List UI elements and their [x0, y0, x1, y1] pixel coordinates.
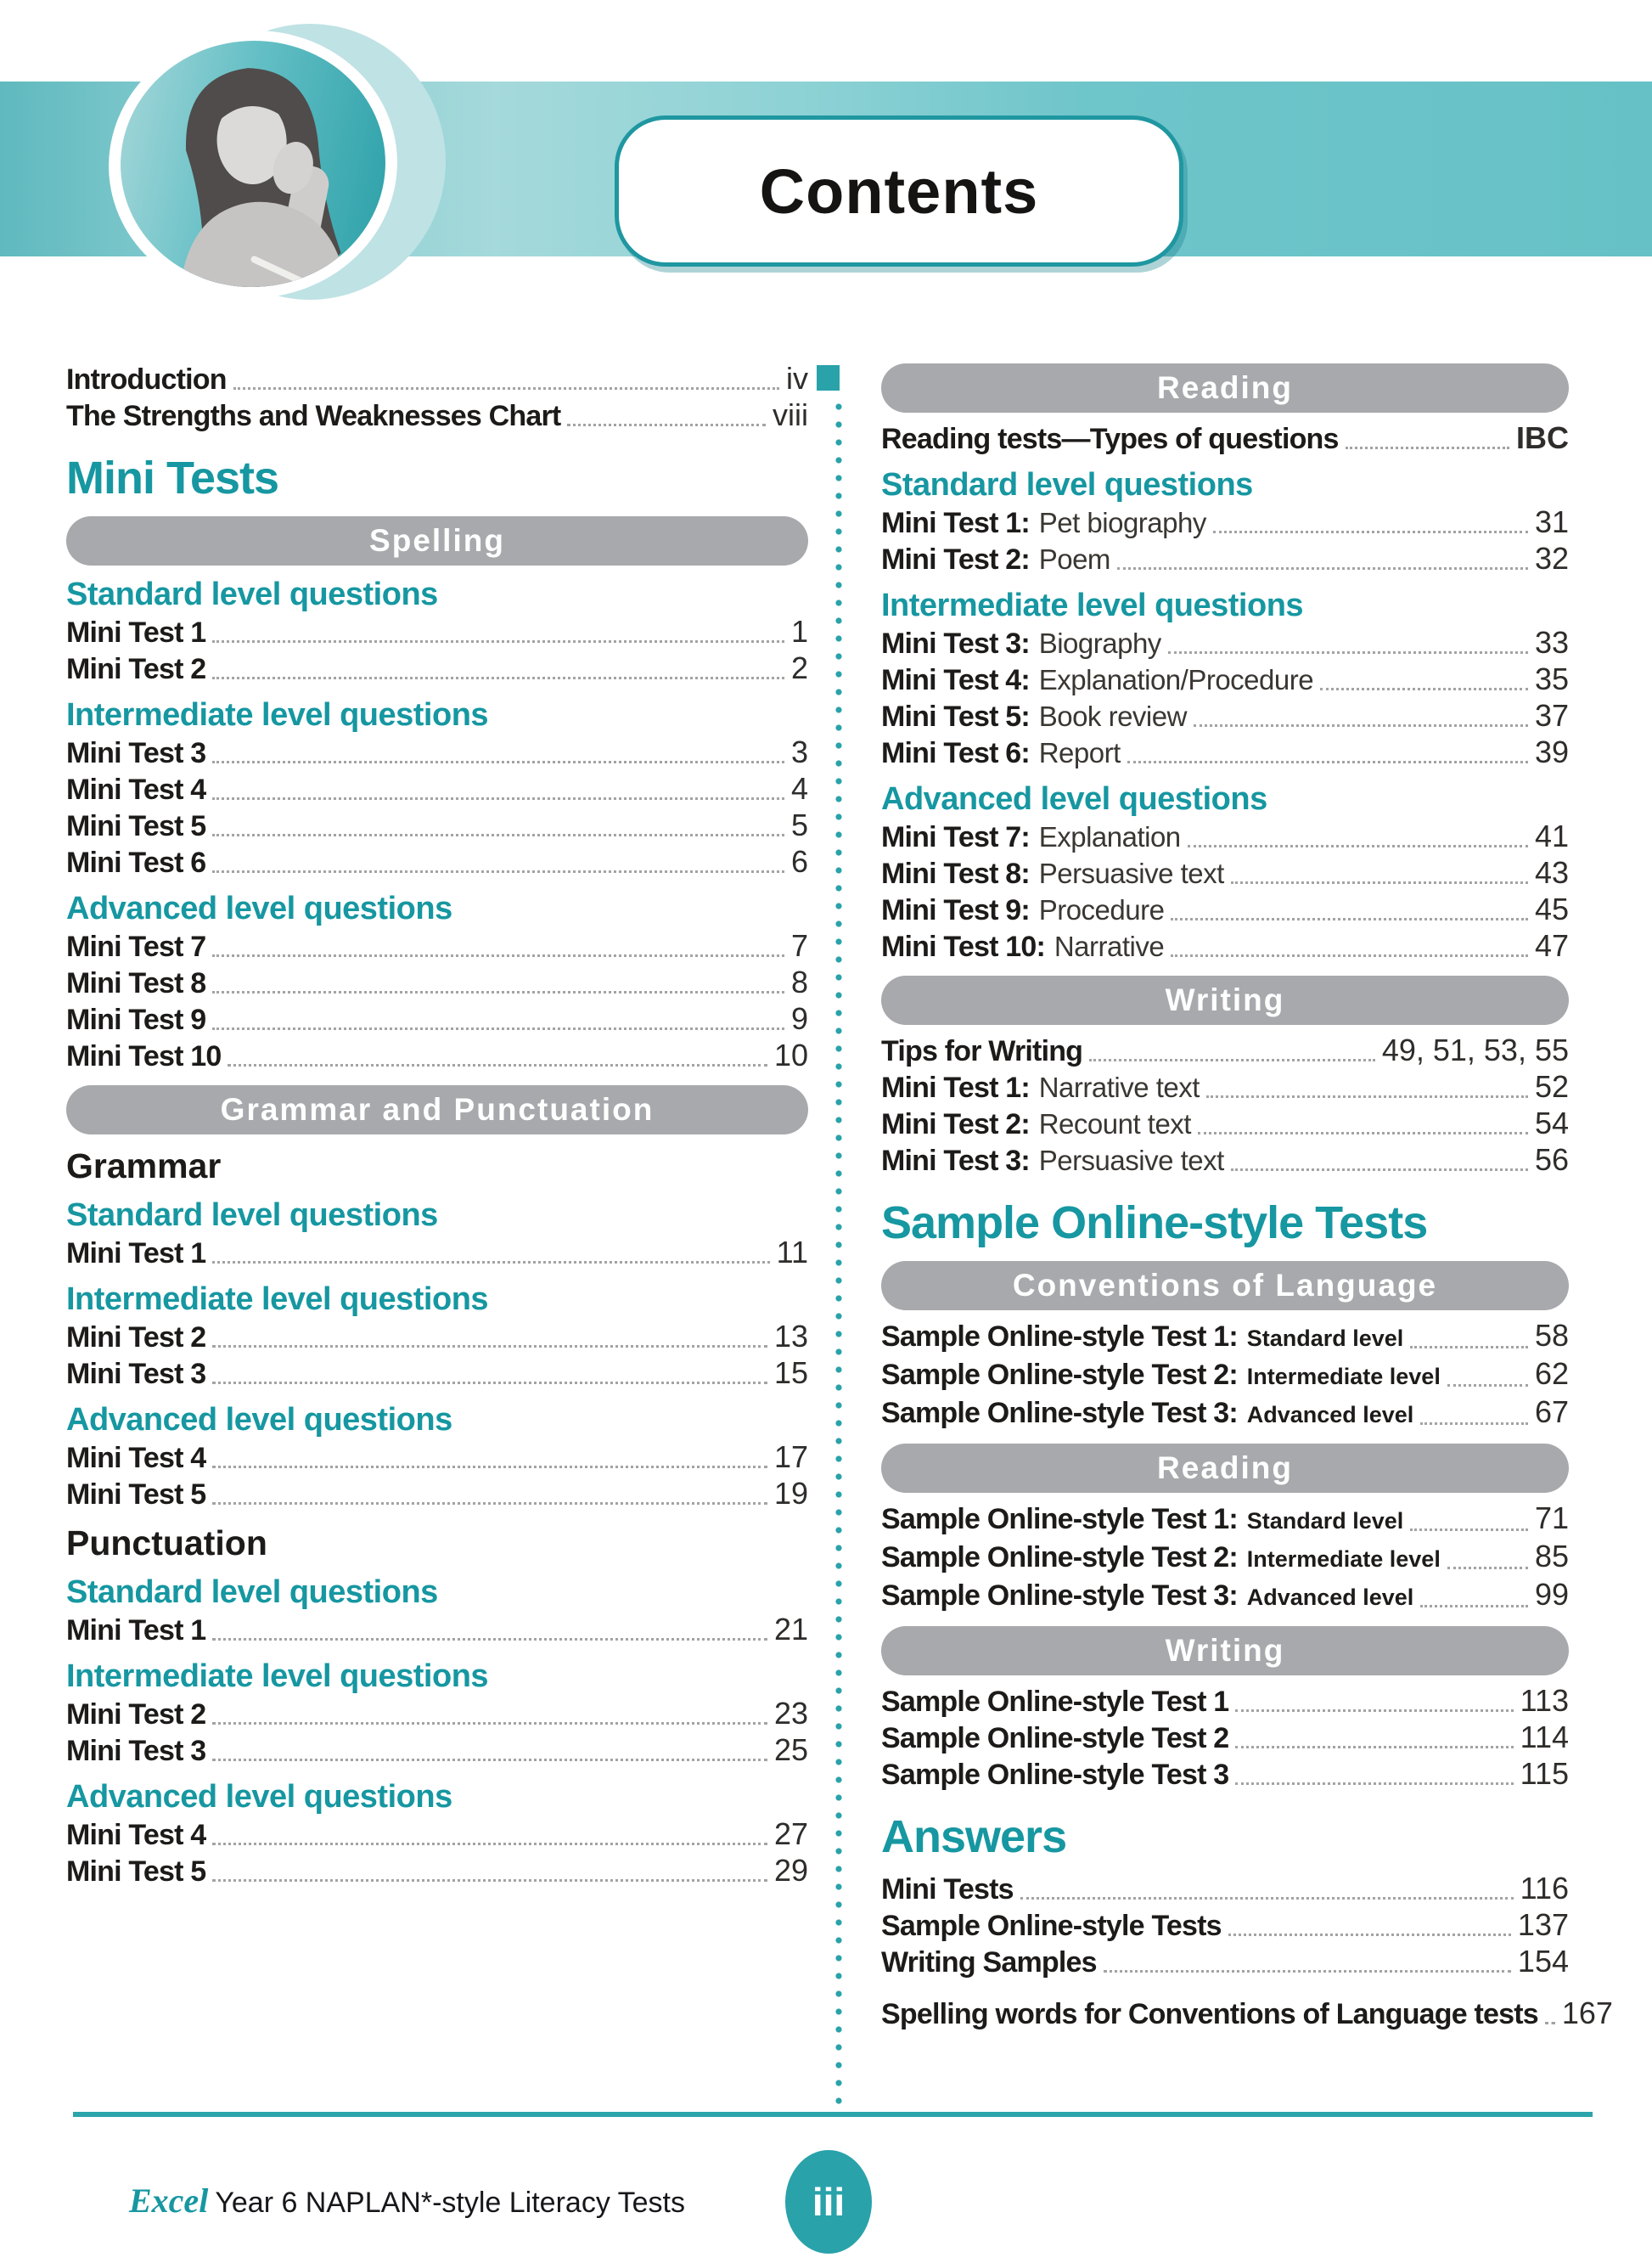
toc-row-label: Mini Test 9	[881, 894, 1021, 926]
toc-row-label: Mini Test 10	[66, 1040, 222, 1072]
leader-dots	[1545, 2022, 1555, 2024]
level-heading: Advanced level questions	[66, 1779, 452, 1815]
leader-dots	[212, 1466, 767, 1468]
leader-dots	[212, 1638, 767, 1641]
toc-row-label: Mini Test 1	[66, 616, 206, 649]
page-number: 1	[790, 614, 808, 649]
page-title: Contents	[759, 155, 1039, 227]
level-heading: Standard level questions	[66, 577, 438, 612]
toc-row-label: Sample Online-style Tests	[881, 1910, 1222, 1942]
leader-dots	[1410, 1528, 1528, 1531]
toc-row-label: Introduction	[66, 363, 227, 396]
category-banner: Grammar and Punctuation	[66, 1085, 808, 1134]
toc-row-label: Mini Test 3	[66, 737, 206, 769]
toc-row	[66, 362, 808, 397]
level-heading: Intermediate level questions	[66, 1658, 489, 1694]
toc-row	[881, 1945, 1569, 1979]
page-number: 116	[1520, 1871, 1569, 1906]
page-number: 7	[790, 928, 808, 963]
label-separator: :	[1228, 1541, 1239, 1573]
page-number: iv	[786, 361, 808, 396]
page-number: 19	[773, 1476, 808, 1511]
level-heading: Advanced level questions	[66, 1402, 452, 1438]
leader-dots	[212, 870, 784, 873]
label-separator: :	[1020, 701, 1031, 733]
toc-row	[66, 929, 808, 964]
leader-dots	[1171, 918, 1527, 920]
toc-row	[881, 626, 1569, 661]
page-number-badge	[785, 2150, 872, 2254]
toc-row-label: Mini Test 4	[881, 664, 1021, 696]
toc-row-label: Mini Test 6	[66, 847, 206, 879]
toc-row	[881, 1106, 1569, 1141]
toc-row-label: Mini Test 5	[66, 810, 206, 842]
toc-row	[881, 1540, 1569, 1576]
category-banner: Conventions of Language	[881, 1261, 1569, 1310]
toc-row	[66, 1697, 808, 1731]
toc-row-description: Intermediate level	[1246, 1546, 1441, 1572]
toc-row	[66, 1817, 808, 1852]
toc-row	[66, 651, 808, 686]
level-heading: Advanced level questions	[66, 891, 452, 926]
level-heading: Standard level questions	[881, 467, 1253, 503]
leader-dots	[1171, 954, 1528, 957]
footer-rule	[73, 2112, 1593, 2117]
toc-row-description: Persuasive text	[1038, 1145, 1224, 1176]
leader-dots	[228, 1064, 767, 1067]
level-heading: Standard level questions	[66, 1197, 438, 1233]
toc-row-description: Standard level	[1246, 1326, 1404, 1351]
toc-row-label: Mini Test 2	[66, 653, 206, 685]
leader-dots	[1420, 1422, 1528, 1425]
toc-row	[881, 819, 1569, 854]
page-number: 27	[773, 1816, 808, 1851]
leader-dots	[1188, 845, 1528, 847]
toc-row-label: Mini Test 2	[881, 1108, 1021, 1140]
page-number: 167	[1561, 1996, 1613, 2030]
page-number: 15	[773, 1355, 808, 1390]
toc-row-label: Sample Online-style Test 2	[881, 1359, 1229, 1391]
toc-row	[881, 1996, 1613, 2031]
toc-row	[66, 1039, 808, 1073]
page-number: 99	[1534, 1577, 1569, 1612]
leader-dots	[212, 797, 784, 800]
leader-dots	[1089, 1059, 1375, 1061]
toc-row-label: Sample Online-style Test 1	[881, 1503, 1229, 1535]
page-number: 52	[1534, 1069, 1569, 1104]
toc-row	[881, 1757, 1569, 1792]
toc-row	[881, 929, 1569, 964]
toc-row	[881, 421, 1569, 456]
toc-row	[66, 398, 808, 433]
category-banner: Reading	[881, 363, 1569, 413]
label-separator: :	[1020, 664, 1031, 696]
level-heading: Advanced level questions	[881, 781, 1267, 817]
leader-dots	[1231, 1168, 1528, 1171]
page-number: 21	[773, 1612, 808, 1647]
toc-row-label: Mini Test 8	[881, 858, 1021, 890]
toc-row-label: Sample Online-style Test 3	[881, 1759, 1229, 1791]
leader-dots	[212, 761, 784, 763]
toc-row	[881, 542, 1569, 577]
label-separator: :	[1020, 737, 1031, 769]
toc-row-label: Mini Test 2	[66, 1698, 206, 1731]
book-title-text: Year 6 NAPLAN*-style Literacy Tests	[215, 2187, 686, 2219]
toc-row-description: Poem	[1038, 543, 1110, 575]
page-number: 39	[1534, 735, 1569, 769]
toc-row	[66, 615, 808, 650]
category-banner: Spelling	[66, 516, 808, 566]
toc-row-description: Advanced level	[1246, 1585, 1414, 1610]
leader-dots	[212, 1261, 769, 1264]
toc-left-column	[66, 360, 808, 2033]
leader-dots	[1228, 1934, 1511, 1936]
toc-row-label: Mini Test 6	[881, 737, 1021, 769]
section-title: Sample Online-style Tests	[881, 1197, 1428, 1248]
page-number: 115	[1520, 1756, 1569, 1791]
toc-row-label: Sample Online-style Test 1	[881, 1686, 1229, 1718]
label-separator: :	[1020, 628, 1031, 660]
label-separator: :	[1020, 894, 1031, 926]
toc-row	[881, 856, 1569, 891]
page-number: 154	[1517, 1944, 1569, 1979]
label-separator: :	[1020, 507, 1031, 539]
page-number: 17	[773, 1439, 808, 1474]
toc-row-label: Mini Test 1	[66, 1237, 206, 1269]
column-gap	[808, 360, 881, 2033]
leader-dots	[1346, 447, 1509, 449]
toc-row-label: Sample Online-style Test 3	[881, 1397, 1229, 1429]
label-separator: :	[1228, 1397, 1239, 1429]
leader-dots	[1206, 1095, 1528, 1098]
toc-row-description: Biography	[1038, 628, 1161, 659]
label-separator: :	[1020, 1145, 1031, 1177]
toc-row-label: Mini Test 7	[881, 821, 1021, 853]
leader-dots	[1194, 724, 1528, 727]
leader-dots	[233, 387, 779, 390]
toc-row	[881, 1578, 1569, 1614]
page-number: 85	[1534, 1539, 1569, 1573]
toc-row	[66, 808, 808, 843]
toc-row	[66, 1236, 808, 1270]
toc-row-label: Mini Tests	[881, 1873, 1014, 1906]
page-number: 62	[1534, 1356, 1569, 1391]
page-number: 113	[1520, 1683, 1569, 1718]
leader-dots	[1104, 1970, 1511, 1973]
toc-row-label: Mini Test 3	[881, 1145, 1021, 1177]
leader-dots	[1410, 1346, 1528, 1348]
toc-row	[66, 1733, 808, 1768]
page-number-roman: iii	[812, 2180, 846, 2224]
page-number: 2	[790, 650, 808, 685]
label-separator: :	[1020, 821, 1031, 853]
page-number: 3	[790, 735, 808, 769]
leader-dots	[1020, 1897, 1514, 1900]
toc-row-label: Reading tests—Types of questions	[881, 423, 1339, 455]
toc-row	[66, 1320, 808, 1354]
toc-row	[881, 1720, 1569, 1755]
brand-logo-text: Excel	[129, 2181, 209, 2220]
page-number: 32	[1534, 541, 1569, 576]
toc-row	[66, 1002, 808, 1037]
page-number: 67	[1534, 1394, 1569, 1429]
toc-row	[66, 1613, 808, 1647]
page-number: 29	[773, 1853, 808, 1888]
toc-row-label: Mini Test 2	[881, 543, 1021, 576]
toc-row	[66, 735, 808, 770]
page-number: 47	[1534, 928, 1569, 963]
leader-dots	[567, 424, 766, 426]
label-separator: :	[1036, 931, 1046, 963]
toc-row-label: Sample Online-style Test 3	[881, 1579, 1229, 1612]
leader-dots	[1168, 651, 1528, 654]
leader-dots	[212, 640, 784, 643]
leader-dots	[212, 1345, 767, 1348]
toc-row-description: Explanation/Procedure	[1038, 664, 1314, 695]
page-number: 25	[773, 1732, 808, 1767]
toc-row-label: Mini Test 4	[66, 1819, 206, 1851]
toc-row	[881, 505, 1569, 540]
toc-row-label: Tips for Writing	[881, 1035, 1083, 1067]
toc-row-label: Mini Test 10	[881, 931, 1037, 963]
toc-row	[66, 1356, 808, 1391]
toc-row-label: Mini Test 8	[66, 967, 206, 999]
toc-row-label: Mini Test 9	[66, 1004, 206, 1036]
leader-dots	[212, 1722, 767, 1725]
leader-dots	[1198, 1132, 1528, 1134]
toc-row-label: Sample Online-style Test 1	[881, 1320, 1229, 1353]
toc-right-column	[881, 360, 1613, 2033]
page-number: 10	[773, 1038, 808, 1072]
leader-dots	[1447, 1567, 1528, 1569]
footer-brand	[129, 2181, 685, 2221]
level-heading: Intermediate level questions	[66, 697, 489, 733]
leader-dots	[212, 1879, 767, 1882]
toc-row-label: Mini Test 7	[66, 931, 206, 963]
label-separator: :	[1228, 1320, 1239, 1353]
page-number: 4	[790, 771, 808, 806]
toc-row	[881, 735, 1569, 770]
toc-row-description: Procedure	[1038, 894, 1165, 926]
toc-row-label: Mini Test 5	[881, 701, 1021, 733]
section-title: Answers	[881, 1811, 1067, 1862]
page-number: 13	[773, 1319, 808, 1354]
toc-row-description: Persuasive text	[1038, 858, 1224, 889]
toc-row-label: Spelling words for Conventions of Language tests	[881, 1998, 1538, 2030]
page-number: 54	[1534, 1106, 1569, 1140]
leader-dots	[1235, 1709, 1513, 1712]
toc-row	[881, 1501, 1569, 1538]
page-number: viii	[773, 397, 808, 432]
toc-row-label: Mini Test 4	[66, 774, 206, 806]
toc-row-label: Mini Test 5	[66, 1478, 206, 1511]
label-separator: :	[1020, 543, 1031, 576]
toc-row	[881, 1395, 1569, 1432]
leader-dots	[1447, 1384, 1528, 1387]
label-separator: :	[1020, 1108, 1031, 1140]
toc-row-label: Mini Test 1	[881, 1072, 1021, 1104]
page-number: 5	[790, 808, 808, 842]
toc-row-description: Book review	[1038, 701, 1187, 732]
label-separator: :	[1020, 1072, 1031, 1104]
leader-dots	[1320, 688, 1528, 690]
toc-row	[881, 1143, 1569, 1178]
toc-row-label: Sample Online-style Test 2	[881, 1722, 1229, 1754]
leader-dots	[1231, 881, 1528, 884]
toc-row	[66, 1854, 808, 1889]
toc-row	[881, 662, 1569, 697]
leader-dots	[1420, 1605, 1528, 1607]
page-number: 37	[1534, 698, 1569, 733]
toc-row	[881, 1033, 1569, 1068]
category-banner: Reading	[881, 1444, 1569, 1493]
toc-row-label: The Strengths and Weaknesses Chart	[66, 400, 561, 432]
page-number: 9	[790, 1001, 808, 1036]
label-separator: :	[1228, 1503, 1239, 1535]
page-number: 6	[790, 844, 808, 879]
page-number: 49, 51, 53, 55	[1381, 1033, 1569, 1067]
toc-row	[881, 1684, 1569, 1719]
section-title: Mini Tests	[66, 453, 279, 504]
toc-row-description: Intermediate level	[1246, 1364, 1441, 1389]
toc-row-label: Mini Test 3	[881, 628, 1021, 660]
page-number: 45	[1534, 892, 1569, 926]
toc-row-label: Sample Online-style Test 2	[881, 1541, 1229, 1573]
toc-row-description: Pet biography	[1038, 507, 1206, 538]
toc-row-label: Mini Test 1	[66, 1614, 206, 1647]
contents-title-box	[615, 115, 1183, 267]
page-number: 41	[1534, 819, 1569, 853]
toc-row-description: Advanced level	[1246, 1402, 1414, 1427]
leader-dots	[212, 1843, 767, 1845]
subsection-heading: Punctuation	[66, 1523, 267, 1562]
leader-dots	[212, 954, 784, 957]
label-separator: :	[1020, 858, 1031, 890]
page-number: 114	[1520, 1720, 1569, 1754]
leader-dots	[1127, 761, 1528, 763]
leader-dots	[1213, 531, 1528, 533]
page-number: 43	[1534, 855, 1569, 890]
toc-row	[66, 1440, 808, 1475]
toc-row-description: Narrative	[1054, 931, 1165, 962]
table-of-contents	[66, 360, 1613, 2033]
toc-row-label: Writing Samples	[881, 1946, 1097, 1979]
toc-row-label: Mini Test 3	[66, 1735, 206, 1767]
subsection-heading: Grammar	[66, 1146, 222, 1185]
toc-row	[881, 699, 1569, 734]
category-banner: Writing	[881, 1626, 1569, 1675]
page-number: 35	[1534, 661, 1569, 696]
toc-row-description: Report	[1038, 737, 1121, 768]
toc-row	[66, 1477, 808, 1511]
page-number: 137	[1517, 1907, 1569, 1942]
leader-dots	[212, 1027, 784, 1030]
leader-dots	[212, 991, 784, 994]
leader-dots	[212, 1759, 767, 1761]
toc-row-label: Mini Test 1	[881, 507, 1021, 539]
toc-row-description: Explanation	[1038, 821, 1181, 853]
page-number: 23	[773, 1696, 808, 1731]
toc-row	[881, 1070, 1569, 1105]
toc-row	[66, 965, 808, 1000]
page-number: 71	[1534, 1500, 1569, 1535]
toc-row	[881, 1908, 1569, 1943]
label-separator: :	[1228, 1579, 1239, 1612]
leader-dots	[212, 1502, 767, 1505]
toc-row	[881, 1319, 1569, 1355]
leader-dots	[212, 677, 784, 679]
toc-row-description: Narrative text	[1038, 1072, 1200, 1103]
category-banner: Writing	[881, 976, 1569, 1025]
page-number: 11	[776, 1235, 808, 1269]
level-heading: Standard level questions	[66, 1574, 438, 1610]
toc-row	[66, 845, 808, 880]
toc-row-description: Standard level	[1246, 1508, 1404, 1534]
toc-row	[881, 892, 1569, 927]
page-number: 8	[790, 965, 808, 999]
page-number: 33	[1534, 625, 1569, 660]
level-heading: Intermediate level questions	[66, 1281, 489, 1317]
level-heading: Intermediate level questions	[881, 588, 1304, 623]
leader-dots	[212, 1382, 767, 1384]
page-number: 31	[1534, 504, 1569, 539]
toc-row	[881, 1872, 1569, 1906]
toc-row-label: Mini Test 5	[66, 1855, 206, 1888]
page-number: 58	[1534, 1318, 1569, 1353]
label-separator: :	[1228, 1359, 1239, 1391]
toc-row-description: Recount text	[1038, 1108, 1191, 1140]
toc-row-label: Mini Test 3	[66, 1358, 206, 1390]
toc-row-label: Mini Test 2	[66, 1321, 206, 1354]
toc-row-label: Mini Test 4	[66, 1442, 206, 1474]
page-number: 56	[1534, 1142, 1569, 1177]
page-number: IBC	[1516, 420, 1569, 455]
toc-row	[66, 772, 808, 807]
leader-dots	[1235, 1782, 1513, 1785]
toc-row	[881, 1357, 1569, 1393]
leader-dots	[212, 834, 784, 836]
leader-dots	[1117, 567, 1528, 570]
leader-dots	[1235, 1746, 1513, 1748]
